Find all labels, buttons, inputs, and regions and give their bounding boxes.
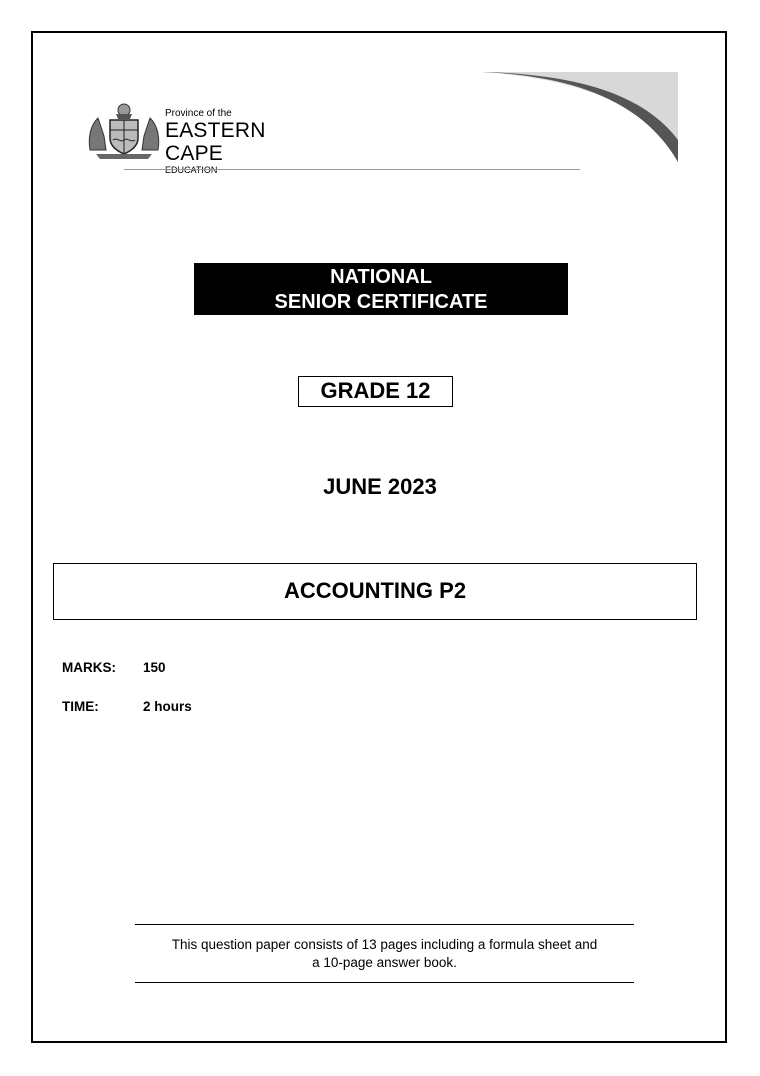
logo-line-province: Province of the: [165, 108, 232, 119]
page-border: [31, 31, 727, 1043]
header-divider: [124, 169, 580, 170]
time-value: 2 hours: [143, 699, 192, 714]
swoosh-graphic: [482, 70, 680, 164]
logo-line-education: EDUCATION: [165, 165, 218, 175]
eastern-cape-logo: [86, 100, 326, 175]
footer-note: [135, 936, 634, 972]
time-label: TIME:: [62, 699, 99, 714]
coat-of-arms-icon: [86, 100, 162, 160]
footer-line-2: a 10-page answer book.: [312, 955, 457, 970]
certificate-line-2: SENIOR CERTIFICATE: [274, 291, 488, 313]
marks-label: MARKS:: [62, 660, 116, 675]
marks-value: 150: [143, 660, 166, 675]
footer-line-1: This question paper consists of 13 pages including a formula sheet and: [171, 937, 598, 952]
footer-bottom-rule: [135, 982, 634, 983]
certificate-line-1: NATIONAL: [330, 266, 432, 288]
footer-top-rule: [135, 924, 634, 925]
grade-label: GRADE 12: [298, 376, 453, 407]
exam-date: JUNE 2023: [323, 474, 437, 499]
logo-line-eastern-cape: EASTERN CAPE: [165, 119, 266, 165]
certificate-banner: [194, 263, 568, 315]
subject-title: ACCOUNTING P2: [53, 563, 697, 620]
